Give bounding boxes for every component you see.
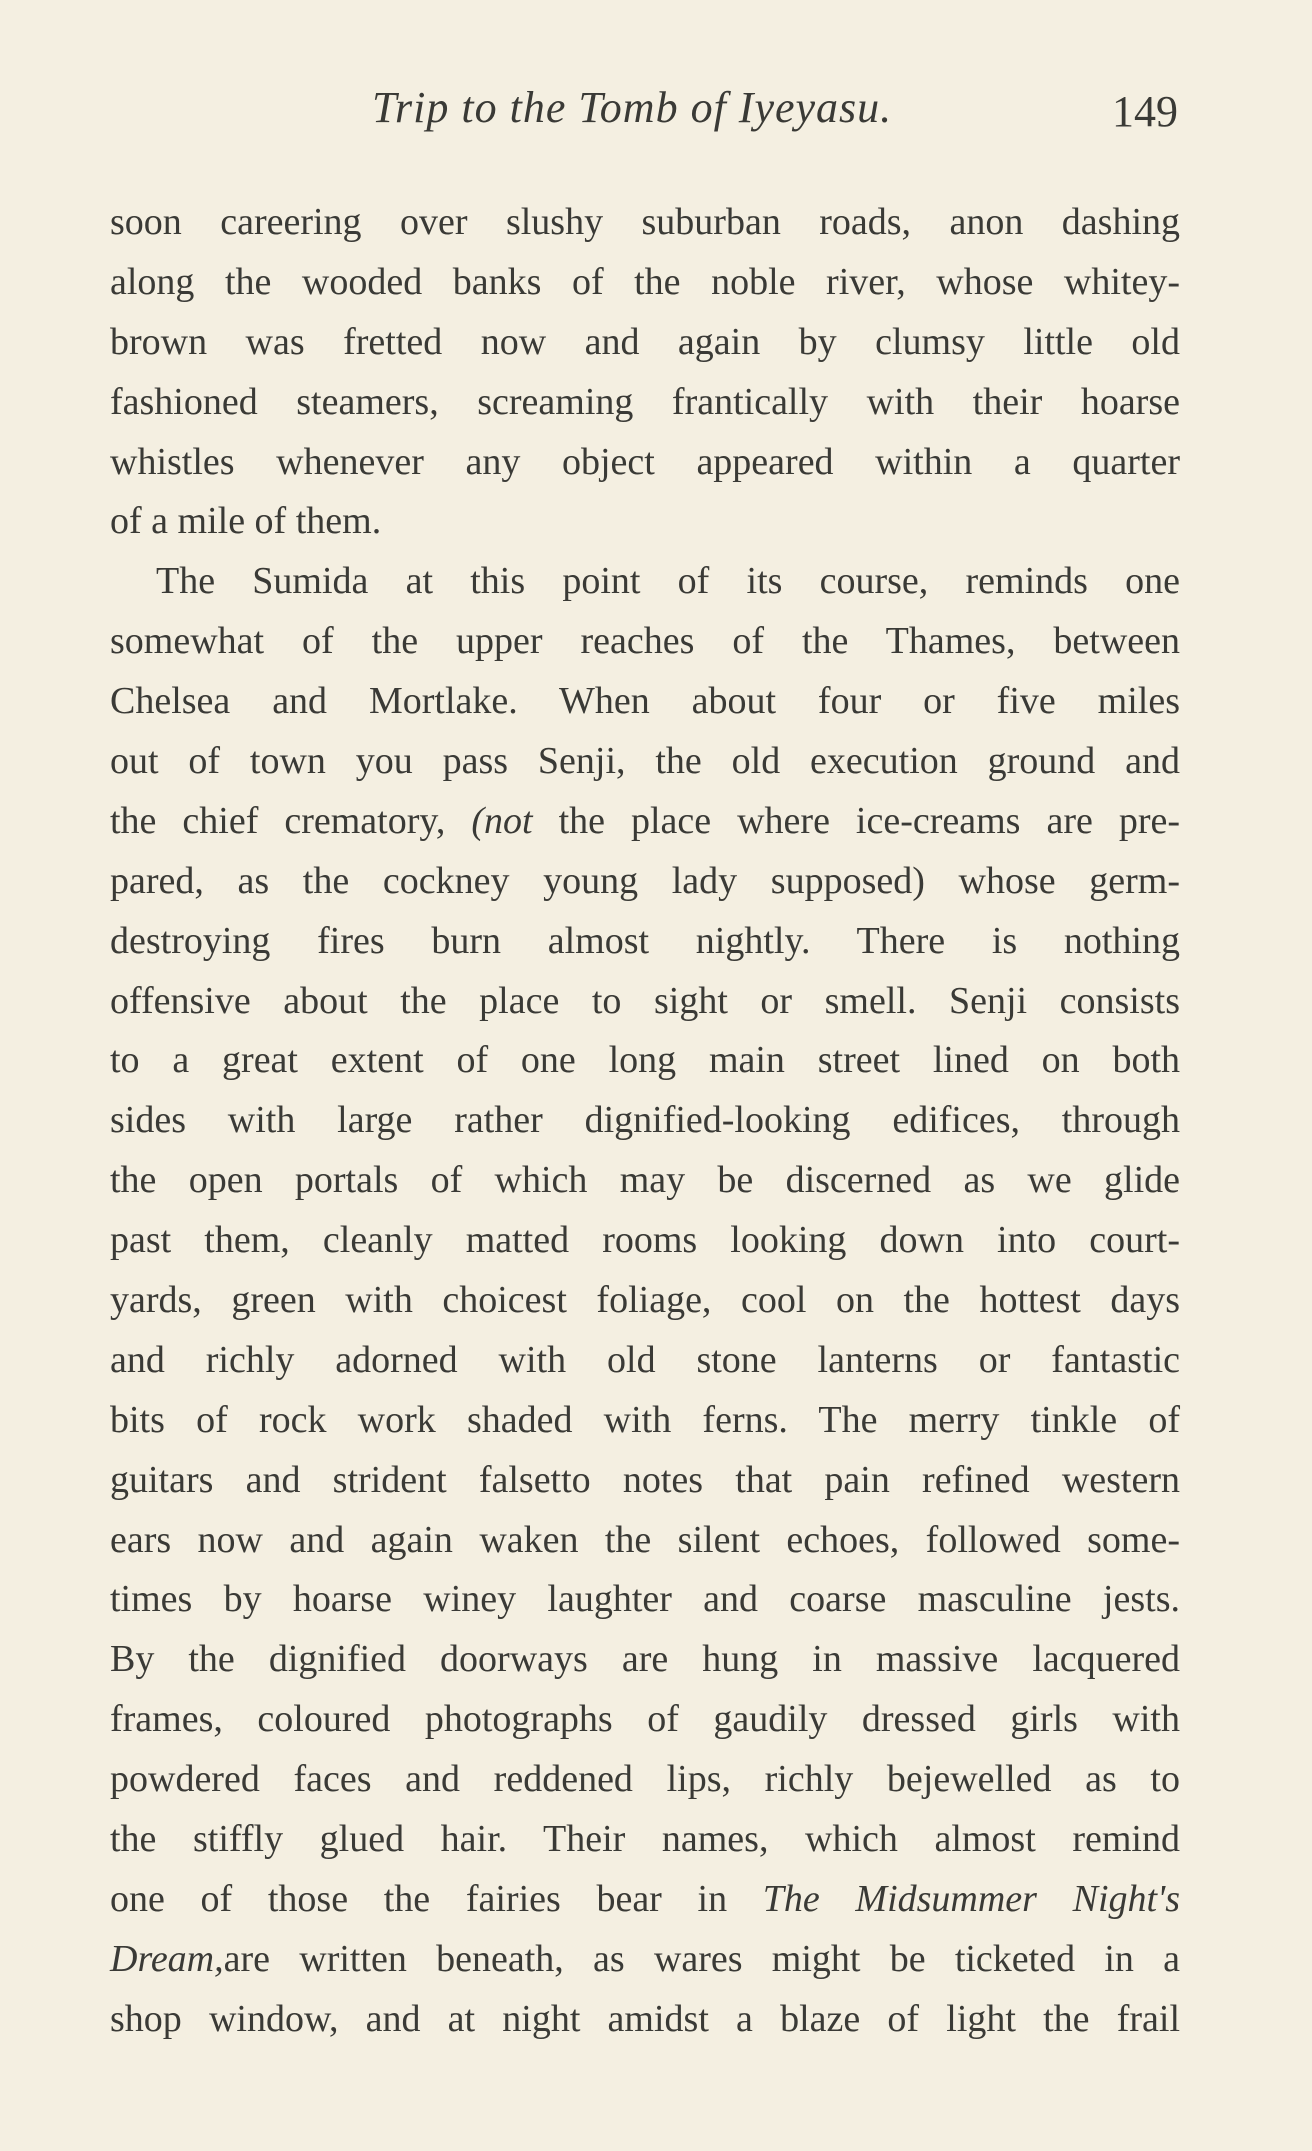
text-line: yards, green with choicest foliage, cool on the hottest days — [110, 1279, 1180, 1322]
italic-emphasis: (not — [471, 799, 533, 842]
text-line: guitars and strident falsetto notes that pain refined western — [110, 1458, 1180, 1501]
text-line — [110, 1930, 1180, 1990]
text-line: the stiffly glued hair. Their names, which almost remind — [110, 1818, 1180, 1861]
text-line: destroying fires burn almost nightly. There is nothing — [110, 919, 1180, 962]
text-line: ears now and again waken the silent echoes, followed some- — [110, 1518, 1180, 1561]
text-line — [110, 1870, 1180, 1930]
body-text — [110, 193, 1180, 2050]
text-line: of a mile of them. — [110, 500, 382, 543]
running-title: Trip to the Tomb of Iyeyasu. — [372, 83, 893, 132]
text-line: somewhat of the upper reaches of the Thames, between — [110, 620, 1180, 663]
paragraph-start-line: The Sumida at this point of its course, reminds one — [156, 560, 1180, 603]
text-line: Chelsea and Mortlake. When about four or five miles — [110, 680, 1180, 723]
text-line: brown was fretted now and again by clumsy little old — [110, 320, 1180, 363]
text-line: to a great extent of one long main street lined on both — [110, 1039, 1180, 1082]
text-line: past them, cleanly matted rooms looking down into court- — [110, 1219, 1180, 1262]
text-line: offensive about the place to sight or smell. Senji consists — [110, 979, 1180, 1022]
italic-title: Dream, — [110, 1937, 224, 1980]
text-line: out of town you pass Senji, the old execution ground and — [110, 740, 1180, 783]
text-segment: the place where ice-creams are pre- — [532, 799, 1180, 842]
text-line: the open portals of which may be discerned as we glide — [110, 1159, 1180, 1202]
text-line: shop window, and at night amidst a blaze of light the frail — [110, 1997, 1180, 2040]
running-head — [0, 82, 1312, 142]
text-line: times by hoarse winey laughter and coarse masculine jests. — [110, 1578, 1180, 1621]
text-line — [110, 792, 1180, 852]
text-line: sides with large rather dignified-looking edifices, through — [110, 1099, 1180, 1142]
italic-title: The Midsummer Night's — [762, 1877, 1181, 1920]
text-line: whistles whenever any object appeared within a quarter — [110, 440, 1180, 483]
text-line: and richly adorned with old stone lanterns or fantastic — [110, 1338, 1180, 1381]
text-line: along the wooded banks of the noble river, whose whitey- — [110, 260, 1180, 303]
text-line: powdered faces and reddened lips, richly bejewelled as to — [110, 1758, 1180, 1801]
text-line: By the dignified doorways are hung in massive lacquered — [110, 1638, 1180, 1681]
text-line: frames, coloured photographs of gaudily dressed girls with — [110, 1698, 1180, 1741]
text-line: pared, as the cockney young lady supposed) whose germ- — [110, 859, 1180, 902]
text-segment: are written beneath, as wares might be ticketed in a — [223, 1937, 1180, 1980]
page-number: 149 — [1112, 87, 1178, 136]
text-segment: the chief crematory, — [110, 799, 472, 842]
text-segment: one of those the fairies bear in — [110, 1877, 763, 1920]
text-line: fashioned steamers, screaming frantically with their hoarse — [110, 380, 1180, 423]
text-line: soon careering over slushy suburban roads, anon dashing — [110, 201, 1180, 243]
text-line: bits of rock work shaded with ferns. The merry tinkle of — [110, 1398, 1180, 1441]
